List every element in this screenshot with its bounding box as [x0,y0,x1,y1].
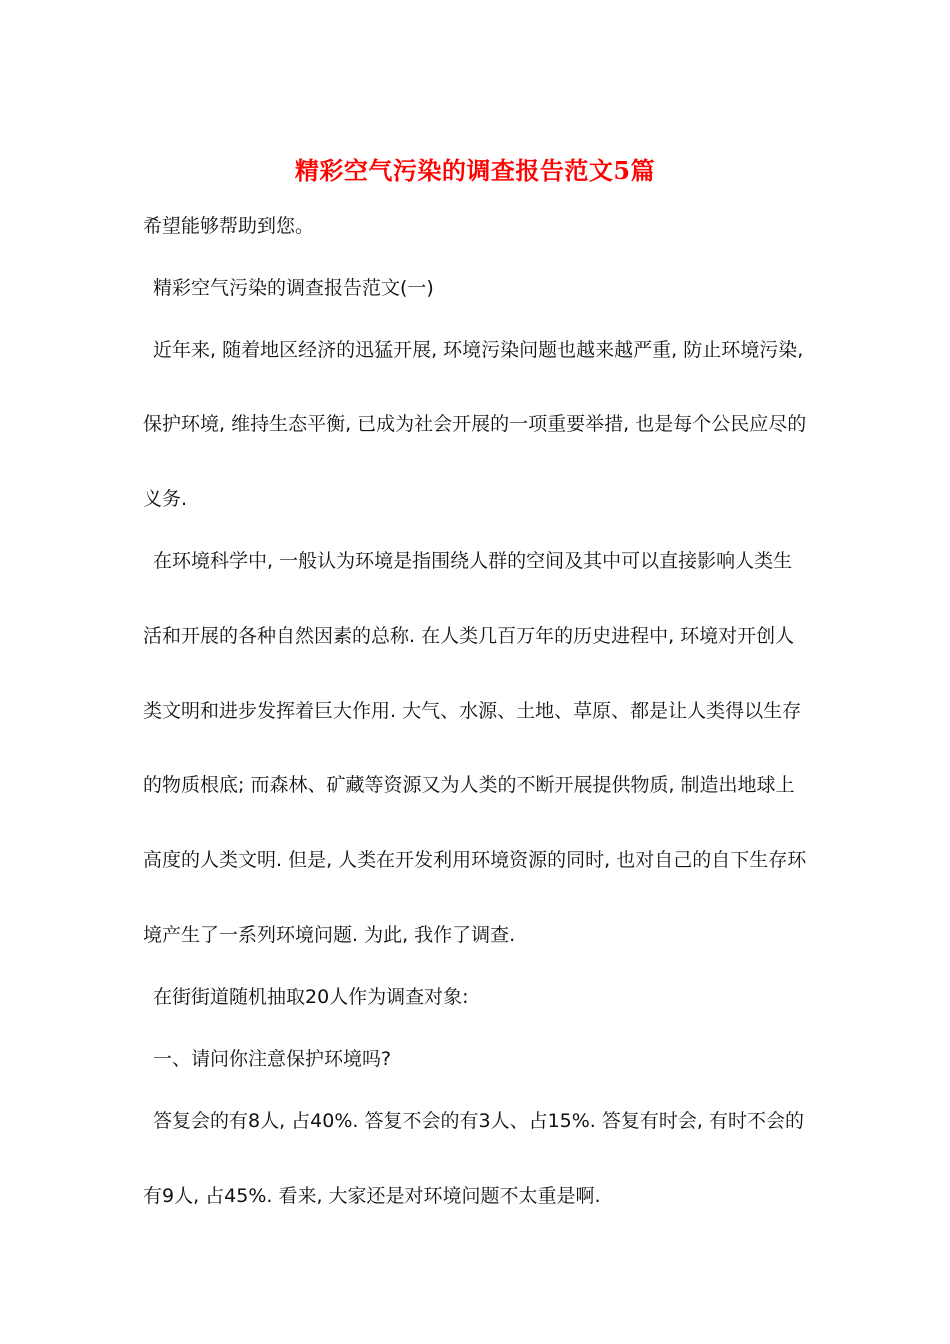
paragraph-line: 有9人, 占45%. 看来, 大家还是对环境问题不太重是啊. [143,1185,601,1207]
paragraph-line: 的物质根底; 而森林、矿藏等资源又为人类的不断开展提供物质, 制造出地球上 [143,774,795,796]
paragraph-line: 活和开展的各种自然因素的总称. 在人类几百万年的历史进程中, 环境对开创人 [143,625,795,647]
paragraph-line: 类文明和进步发挥着巨大作用. 大气、水源、土地、草原、都是让人类得以生存 [143,700,802,722]
paragraph-line: 答复会的有8人, 占40%. 答复不会的有3人、占15%. 答复有时会, 有时不会的 [153,1110,804,1132]
paragraph-line: 保护环境, 维持生态平衡, 已成为社会开展的一项重要举措, 也是每个公民应尽的 [143,413,807,435]
paragraph-line: 近年来, 随着地区经济的迅猛开展, 环境污染问题也越来越严重, 防止环境污染, [153,339,804,361]
paragraph-line: 境产生了一系列环境问题. 为此, 我作了调查. [143,924,516,946]
paragraph-line: 义务. [143,488,188,510]
question-heading: 一、请问你注意保护环境吗? [153,1048,392,1070]
paragraph-line: 高度的人类文明. 但是, 人类在开发利用环境资源的同时, 也对自己的自下生存环 [143,849,807,871]
document-title: 精彩空气污染的调查报告范文5篇 [294,156,656,185]
paragraph-line: 在环境科学中, 一般认为环境是指围绕人群的空间及其中可以直接影响人类生 [153,550,793,572]
section-heading: 精彩空气污染的调查报告范文(一) [153,277,434,299]
paragraph-line: 在街街道随机抽取20人作为调查对象: [153,986,469,1008]
intro-line: 希望能够帮助到您。 [143,215,315,237]
